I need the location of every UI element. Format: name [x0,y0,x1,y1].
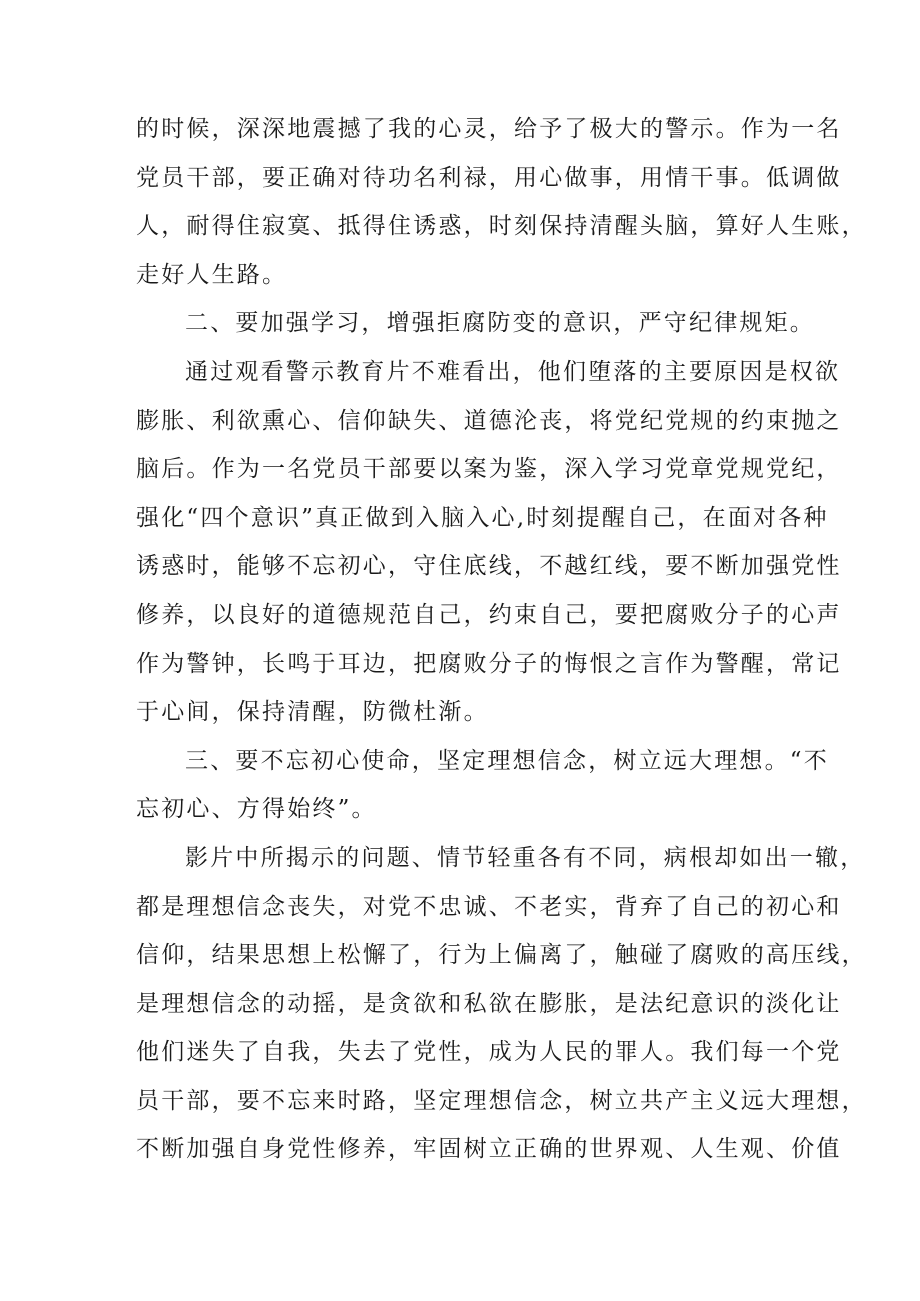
paragraph-line: 党员干部，要正确对待功名利禄，用心做事，用情干事。低调做 [136,164,842,191]
paragraph-line: 作为警钟，长鸣于耳边，把腐败分子的悔恨之言作为警醒，常记 [136,650,842,677]
paragraph-line: 膨胀、利欲熏心、信仰缺失、道德沦丧，将党纪党规的约束抛之 [136,407,842,434]
paragraph-line: 他们迷失了自我，失去了党性，成为人民的罪人。我们每一个党 [136,1039,842,1066]
paragraph-line: 走好人生路。 [136,261,288,288]
paragraph-line: 强化“四个意识”真正做到入脑入心,时刻提醒自己，在面对各种 [136,504,829,531]
paragraph-line: 信仰，结果思想上松懈了，行为上偏离了，触碰了腐败的高压线， [136,942,867,969]
body-text [136,105,867,1174]
paragraph-line: 通过观看警示教育片不难看出，他们堕落的主要原因是权欲 [185,358,841,385]
section-heading-3-cont: 忘初心、方得始终”。 [136,796,377,823]
paragraph-line: 都是理想信念丧失，对党不忠诚、不老实，背弃了自己的初心和 [136,893,842,920]
paragraph-line: 员干部，要不忘来时路，坚定理想信念，树立共产主义远大理想， [136,1087,867,1114]
paragraph-line: 不断加强自身党性修养，牢固树立正确的世界观、人生观、价值 [136,1136,842,1163]
section-heading-2: 二、要加强学习，增强拒腐防变的意识，严守纪律规矩。 [185,310,815,337]
paragraph-line: 人，耐得住寂寞、抵得住诱惑，时刻保持清醒头脑，算好人生账， [136,213,867,240]
paragraph-line: 诱惑时，能够不忘初心，守住底线，不越红线，要不断加强党性 [136,553,842,580]
paragraph-line: 脑后。作为一名党员干部要以案为鉴，深入学习党章党规党纪， [136,456,842,483]
paragraph-line: 影片中所揭示的问题、情节轻重各有不同，病根却如出一辙， [185,844,866,871]
paragraph-line: 修养，以良好的道德规范自己，约束自己，要把腐败分子的心声 [136,601,842,628]
section-heading-3: 三、要不忘初心使命，坚定理想信念，树立远大理想。“不 [185,747,829,774]
paragraph-line: 是理想信念的动摇，是贪欲和私欲在膨胀，是法纪意识的淡化让 [136,990,842,1017]
paragraph-line: 的时候，深深地震撼了我的心灵，给予了极大的警示。作为一名 [136,116,842,142]
paragraph-line: 于心间，保持清醒，防微杜渐。 [136,699,489,726]
